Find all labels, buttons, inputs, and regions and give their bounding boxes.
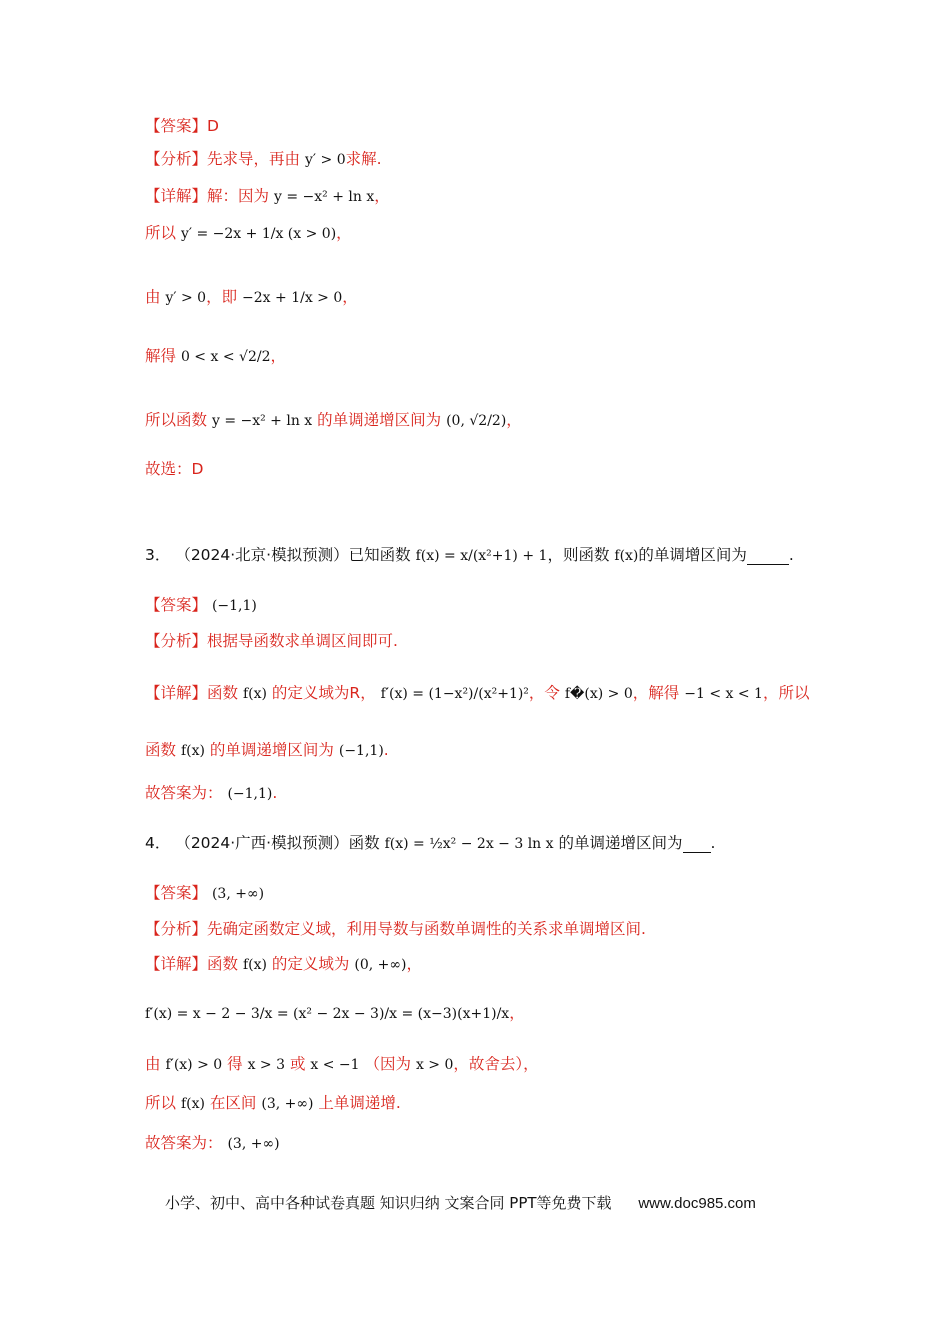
- so-b: 在区间: [209, 1094, 257, 1112]
- ie-label: ，即: [206, 288, 238, 306]
- q2-by-line: 由 y′ > 0，即 −2x + 1/x > 0，: [145, 288, 358, 306]
- detail-a: 函数: [207, 955, 239, 973]
- ie-expr: −2x + 1/x > 0: [242, 290, 343, 306]
- answer-value: D: [207, 117, 219, 135]
- footer-url[interactable]: www.doc985.com: [638, 1195, 756, 1212]
- detail-label: 【详解】: [145, 955, 208, 973]
- func-expr: y = −x² + ln x: [211, 413, 313, 429]
- so-fx: f(x): [180, 1096, 205, 1112]
- final-label: 故答案为：: [145, 1134, 223, 1152]
- by-r2: x < −1: [310, 1057, 360, 1073]
- by-cond: y′ > 0: [165, 290, 207, 306]
- analysis-text: 先求导，再由: [207, 150, 301, 168]
- detail-b: 的定义域为: [271, 955, 350, 973]
- func-interval: (0, √2/2): [446, 413, 507, 429]
- q3-detail-line: [145, 686, 809, 702]
- detail-domain: (0, +∞): [354, 957, 407, 973]
- detail-label: 【详解】: [145, 187, 208, 205]
- q2-answer-line: [145, 119, 219, 135]
- answer-label: 【答案】: [145, 596, 208, 614]
- analysis-label: 【分析】: [145, 920, 208, 938]
- detail-a: 函数: [207, 684, 239, 702]
- by-cond: f′(x) > 0: [165, 1057, 223, 1073]
- q4-analysis-line: [145, 922, 646, 938]
- q2-choose-line: [145, 462, 203, 478]
- footer-text: 小学、初中、高中各种试卷真题 知识归纳 文案合同 PPT等免费下载: [165, 1194, 612, 1212]
- answer-label: 【答案】: [145, 884, 208, 902]
- q3-final-line: 故答案为： (−1,1).: [145, 784, 278, 802]
- line2-fx: f(x): [180, 743, 205, 759]
- so-c: 上单调递增.: [318, 1094, 401, 1112]
- answer-value: (3, +∞): [211, 886, 265, 902]
- page-footer: [165, 1192, 756, 1213]
- by-a: 由: [145, 1055, 161, 1073]
- by-d: （因为: [364, 1055, 412, 1073]
- analysis-label: 【分析】: [145, 632, 208, 650]
- line2-b: 的单调递增区间为: [209, 741, 334, 759]
- q3-stem-c: 的单调增区间为: [638, 546, 747, 564]
- q4-answer-line: [145, 886, 264, 902]
- detail-deriv: f′(x) = (1−x²)/(x²+1)²: [380, 686, 529, 702]
- detail-fx: f(x): [242, 957, 267, 973]
- by-b: 得: [227, 1055, 243, 1073]
- by-e: ，故舍去），: [453, 1055, 539, 1073]
- q3-stem-func: f(x) = x/(x²+1) + 1: [415, 548, 548, 564]
- deriv-expr: f′(x) = x − 2 − 3/x = (x² − 2x − 3)/x = (x−3)(x+1)/x: [145, 1006, 510, 1022]
- answer-value: (−1,1): [211, 598, 257, 614]
- detail-text: 解：因为: [207, 187, 270, 205]
- q2-detail-line: 【详解】解：因为 y = −x² + ln x，: [145, 187, 390, 205]
- q2-solve-line: 解得 0 < x < √2/2，: [145, 347, 286, 365]
- answer-label: 【答案】: [145, 117, 208, 135]
- q3-stem: 3． （2024·北京·模拟预测）已知函数 f(x) = x/(x²+1) + 1，则函数 f(x)的单调增区间为 .: [145, 546, 794, 564]
- analysis-text: 先确定函数定义域，利用导数与函数单调性的关系求单调增区间.: [207, 920, 646, 938]
- q2-func-line: 所以函数 y = −x² + ln x 的单调递增区间为 (0, √2/2)，: [145, 411, 522, 429]
- final-label: 故答案为：: [145, 784, 223, 802]
- choose-label: 故选：: [145, 460, 192, 478]
- q3-line2: 函数 f(x) 的单调递增区间为 (−1,1).: [145, 741, 389, 759]
- q4-number: 4．: [145, 834, 171, 852]
- q3-answer-line: [145, 598, 257, 614]
- by-label: 由: [145, 288, 161, 306]
- analysis-label: 【分析】: [145, 150, 208, 168]
- q2-analysis-line: [145, 152, 382, 168]
- q4-stem-func: f(x) = ½x² − 2x − 3 ln x: [384, 836, 554, 852]
- detail-b: 的定义域为R，: [271, 684, 376, 702]
- detail-expr: y = −x² + ln x: [273, 189, 375, 205]
- detail-e: ，所以: [762, 684, 810, 702]
- by-c: 或: [289, 1055, 306, 1073]
- line2-a: 函数: [145, 741, 177, 759]
- detail-label: 【详解】: [145, 684, 208, 702]
- deriv-expr: y′ = −2x + 1/x (x > 0): [180, 226, 337, 242]
- q4-stem-a: 函数: [348, 834, 380, 852]
- analysis-cond: y′ > 0: [304, 152, 346, 168]
- q3-number: 3．: [145, 546, 171, 564]
- q4-deriv-line: f′(x) = x − 2 − 3/x = (x² − 2x − 3)/x = (x−3)(x+1)/x，: [145, 1004, 525, 1022]
- q2-deriv-line: 所以 y′ = −2x + 1/x (x > 0)，: [145, 224, 352, 242]
- q4-by-line: [145, 1057, 539, 1073]
- detail-fx: f(x): [242, 686, 267, 702]
- q4-stem: 4． （2024·广西·模拟预测）函数 f(x) = ½x² − 2x − 3 ln x 的单调递增区间为 .: [145, 834, 716, 852]
- q4-detail-line: 【详解】函数 f(x) 的定义域为 (0, +∞)，: [145, 955, 423, 973]
- by-r3: x > 0: [415, 1057, 454, 1073]
- line2-interval: (−1,1): [338, 743, 384, 759]
- choose-value: D: [191, 460, 204, 478]
- q4-source: （2024·广西·模拟预测）: [175, 834, 349, 852]
- so-a: 所以: [145, 1094, 177, 1112]
- solve-expr: 0 < x < √2/2: [180, 349, 271, 365]
- q3-analysis-line: [145, 634, 398, 650]
- q3-stem-b: ，则函数: [547, 546, 610, 564]
- q4-final-line: [145, 1136, 280, 1152]
- q4-stem-b: 的单调递增区间为: [558, 834, 683, 852]
- q4-so-line: [145, 1096, 401, 1112]
- so-label: 所以: [145, 224, 177, 242]
- q3-stem-a: 已知函数: [348, 546, 411, 564]
- by-r1: x > 3: [247, 1057, 285, 1073]
- q3-source: （2024·北京·模拟预测）: [175, 546, 349, 564]
- analysis-text: 根据导函数求单调区间即可.: [207, 632, 398, 650]
- q3-stem-fx: f(x): [614, 548, 639, 564]
- answer-blank: [747, 548, 789, 565]
- final-value: (3, +∞): [227, 1136, 280, 1152]
- solve-label: 解得: [145, 347, 177, 365]
- so-interval: (3, +∞): [261, 1096, 314, 1112]
- func-middle: 的单调递增区间为: [317, 411, 442, 429]
- detail-cond: f�(x) > 0: [564, 686, 633, 702]
- detail-sol: −1 < x < 1: [684, 686, 763, 702]
- func-prefix: 所以函数: [145, 411, 208, 429]
- detail-d: ，解得: [632, 684, 680, 702]
- final-value: (−1,1): [227, 786, 273, 802]
- detail-c: ，令: [528, 684, 560, 702]
- analysis-tail: 求解.: [345, 150, 382, 168]
- answer-blank: [683, 836, 711, 853]
